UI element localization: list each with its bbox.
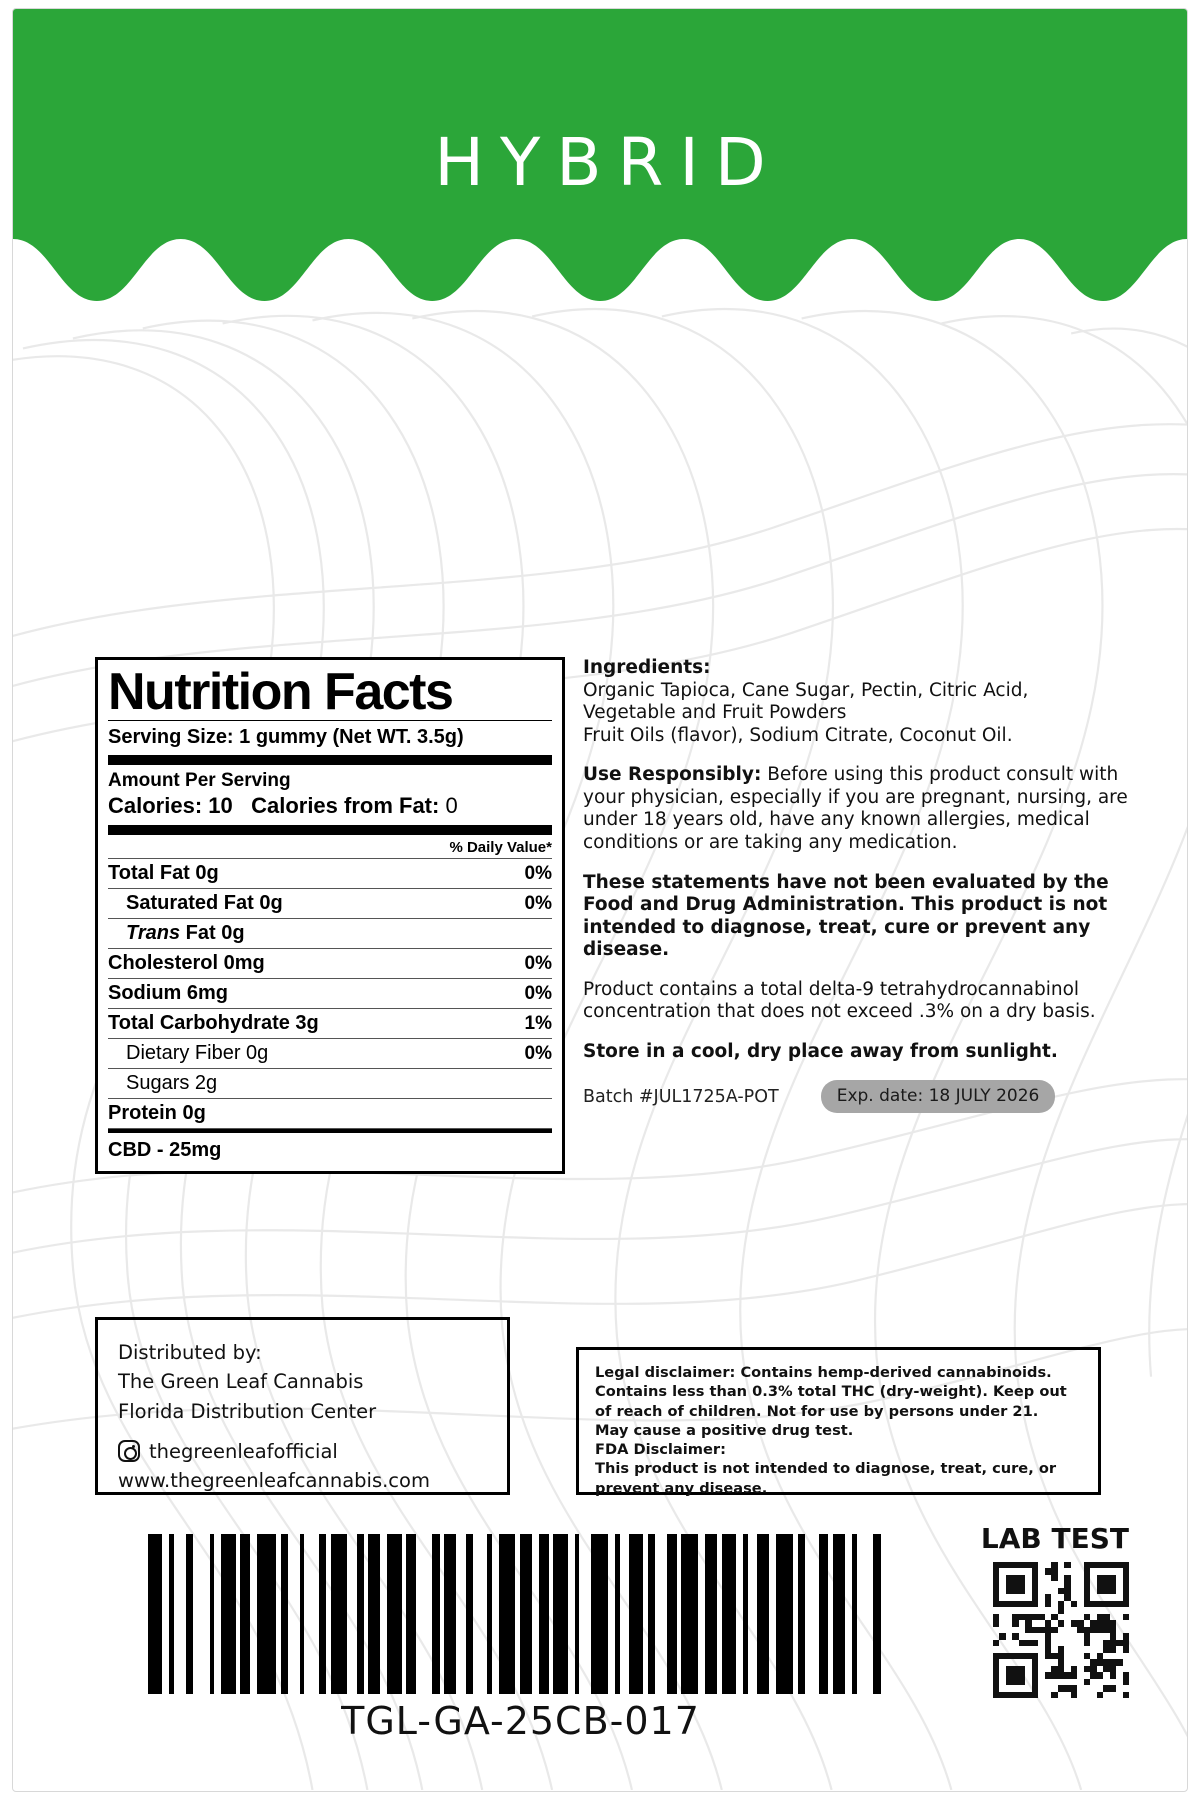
expiration-badge: Exp. date: 18 JULY 2026: [821, 1080, 1056, 1113]
calories-block: [108, 765, 552, 835]
nutrient-name: Sugars 2g: [126, 1072, 218, 1094]
barcode-bar: [250, 1534, 257, 1694]
nutrient-row: [108, 1039, 552, 1069]
calories-value: Calories: 10: [108, 793, 233, 818]
batch-number: Batch #JUL1725A-POT: [583, 1086, 779, 1107]
barcode-bar: [776, 1534, 793, 1694]
nutrient-name: Trans Fat 0g: [126, 922, 245, 944]
barcode-bar: [591, 1534, 608, 1694]
barcode-bar: [667, 1534, 676, 1694]
barcode-bar: [174, 1534, 186, 1694]
barcode-bar: [148, 1534, 162, 1694]
amount-per-serving-label: Amount Per Serving: [108, 770, 291, 791]
nutrient-row: [108, 1009, 552, 1039]
ingredients-line-2: Vegetable and Fruit Powders: [583, 702, 847, 724]
nutrient-row: [108, 919, 552, 949]
serving-size: Serving Size: 1 gummy (Net WT. 3.5g): [108, 721, 552, 765]
barcode-bar: [288, 1534, 300, 1694]
barcode-bar: [380, 1534, 387, 1694]
nutrition-facts-title: Nutrition Facts: [108, 666, 552, 721]
barcode-bar: [456, 1534, 465, 1694]
lab-test-label: LAB TEST: [980, 1522, 1129, 1555]
barcode-number: TGL-GA-25CB-017: [341, 1699, 700, 1743]
barcode-bar: [257, 1534, 276, 1694]
barcode-bar: [193, 1534, 210, 1694]
nutrient-row: [108, 1069, 552, 1099]
instagram-icon: [118, 1440, 140, 1462]
fda-evaluation-statement: These statements have not been evaluated by the Food and Drug Administration. This product is not intended to diagnose, treat, cure or prevent any disease.: [583, 871, 1109, 961]
nutrient-name: Sodium 6mg: [108, 982, 229, 1004]
barcode-bar: [520, 1534, 532, 1694]
barcode-bar: [499, 1534, 516, 1694]
barcode-bar: [319, 1534, 326, 1694]
barcode-bar: [553, 1534, 567, 1694]
barcode-bar: [240, 1534, 249, 1694]
nutrient-rows: [108, 859, 552, 1129]
daily-value-header: % Daily Value*: [108, 835, 552, 859]
barcode-bar: [368, 1534, 380, 1694]
nutrient-daily-value: 0%: [524, 1043, 552, 1064]
barcode-bar: [221, 1534, 235, 1694]
barcode-bar: [881, 1534, 893, 1694]
barcode-bar: [655, 1534, 667, 1694]
nutrient-name: Protein 0g: [108, 1102, 206, 1124]
use-responsibly-text: Before using this product consult with your physician, especially if you are pregnant, nursing, are under 18 years old, have any known allergies, medical conditions or are taking any medication.: [583, 764, 1128, 853]
barcode-bar: [387, 1534, 401, 1694]
barcode-bar: [444, 1534, 456, 1694]
calories-from-fat-value: 0: [445, 793, 458, 818]
cbd-label: CBD - 25mg: [108, 1139, 222, 1161]
barcode-bar: [620, 1534, 629, 1694]
ingredients-paragraph: [583, 657, 1143, 747]
fda-disclaimer-label: FDA Disclaimer:: [595, 1441, 726, 1458]
website-url[interactable]: www.thegreenleafcannabis.com: [118, 1469, 430, 1492]
calories-from-fat-label: Calories from Fat:: [251, 793, 440, 818]
nutrient-row: [108, 889, 552, 919]
barcode-bar: [568, 1534, 575, 1694]
fda-disclaimer-text: This product is not intended to diagnose, treat, cure, or prevent any disease.: [595, 1460, 1057, 1497]
batch-expiration-line: [583, 1080, 1143, 1113]
legal-disclaimer-label: Legal disclaimer:: [595, 1364, 736, 1381]
storage-statement: Store in a cool, dry place away from sunlight.: [583, 1040, 1058, 1062]
barcode-bar: [819, 1534, 828, 1694]
nutrient-row: [108, 949, 552, 979]
barcode-bar: [873, 1534, 880, 1694]
ingredients-label: Ingredients:: [583, 657, 711, 678]
barcode-bar: [757, 1534, 769, 1694]
barcode-bar: [492, 1534, 499, 1694]
barcode-bar: [406, 1534, 415, 1694]
barcode-bar: [769, 1534, 776, 1694]
nutrient-row: [108, 859, 552, 889]
barcode-bar: [857, 1534, 874, 1694]
nutrient-daily-value: 0%: [524, 863, 552, 884]
nutrient-name: Dietary Fiber 0g: [126, 1042, 269, 1064]
barcode-bar: [347, 1534, 356, 1694]
barcode-bar: [532, 1534, 539, 1694]
delta9-statement: Product contains a total delta-9 tetrahydrocannabinol concentration that does not exceed .3% on a dry basis.: [583, 978, 1096, 1023]
distributor-box: [95, 1317, 510, 1495]
drug-test-note: May cause a positive drug test.: [595, 1421, 854, 1439]
barcode-bar: [608, 1534, 615, 1694]
barcode: [148, 1534, 893, 1694]
legal-disclaimer-box: [576, 1347, 1101, 1495]
nutrition-facts-panel: [95, 657, 565, 1174]
ingredients-line-1: Organic Tapioca, Cane Sugar, Pectin, Citric Acid,: [583, 679, 1029, 701]
page-title: HYBRID: [434, 124, 782, 201]
distributed-by-label: Distributed by:: [118, 1341, 262, 1364]
nutrient-name: Total Fat 0g: [108, 862, 219, 884]
barcode-bar: [214, 1534, 221, 1694]
ingredients-line-3: Fruit Oils (flavor), Sodium Citrate, Coconut Oil.: [583, 724, 1013, 746]
barcode-bar: [629, 1534, 643, 1694]
barcode-bar: [648, 1534, 655, 1694]
barcode-bar: [539, 1534, 548, 1694]
barcode-bar: [845, 1534, 852, 1694]
nutrient-name: Saturated Fat 0g: [126, 892, 283, 914]
barcode-bar: [186, 1534, 193, 1694]
use-responsibly-label: Use Responsibly:: [583, 764, 762, 786]
lab-test-qr-code[interactable]: [993, 1562, 1129, 1698]
barcode-bar: [805, 1534, 819, 1694]
barcode-bar: [466, 1534, 473, 1694]
distributor-location: Florida Distribution Center: [118, 1399, 377, 1423]
barcode-bar: [281, 1534, 288, 1694]
barcode-bar: [432, 1534, 439, 1694]
barcode-bar: [798, 1534, 805, 1694]
barcode-bar: [579, 1534, 591, 1694]
instagram-handle[interactable]: thegreenleafofficial: [149, 1439, 338, 1463]
barcode-bar: [473, 1534, 487, 1694]
barcode-bar: [162, 1534, 169, 1694]
instagram-row[interactable]: [118, 1437, 487, 1466]
barcode-bar: [698, 1534, 705, 1694]
barcode-bar: [331, 1534, 348, 1694]
barcode-bar: [748, 1534, 757, 1694]
nutrient-name: Total Carbohydrate 3g: [108, 1012, 319, 1034]
nutrient-row: [108, 1099, 552, 1129]
barcode-bar: [681, 1534, 698, 1694]
product-label-card: [12, 8, 1188, 1792]
legal-disclaimer-text: Contains hemp-derived cannabinoids. Contains less than 0.3% total THC (dry-weight). Keep out of reach of children. Not for use by persons under 21.: [595, 1364, 1067, 1420]
use-responsibly-paragraph: [583, 764, 1143, 854]
barcode-bar: [705, 1534, 717, 1694]
qr-module: [1123, 1692, 1129, 1698]
barcode-bar: [736, 1534, 743, 1694]
nutrient-daily-value: 0%: [524, 983, 552, 1004]
calories-line: [108, 792, 552, 835]
barcode-bar: [833, 1534, 845, 1694]
nutrient-name-italic: Trans: [126, 922, 181, 944]
cbd-row: [108, 1129, 552, 1165]
barcode-bar: [416, 1534, 433, 1694]
distributor-company: The Green Leaf Cannabis: [118, 1370, 364, 1394]
product-info-column: [583, 657, 1143, 1113]
nutrient-daily-value: 1%: [524, 1013, 552, 1034]
nutrient-daily-value: 0%: [524, 893, 552, 914]
nutrient-row: [108, 979, 552, 1009]
nutrient-daily-value: 0%: [524, 953, 552, 974]
barcode-bar: [357, 1534, 364, 1694]
nutrient-name: Cholesterol 0mg: [108, 952, 265, 974]
barcode-bar: [722, 1534, 736, 1694]
barcode-bar: [304, 1534, 318, 1694]
